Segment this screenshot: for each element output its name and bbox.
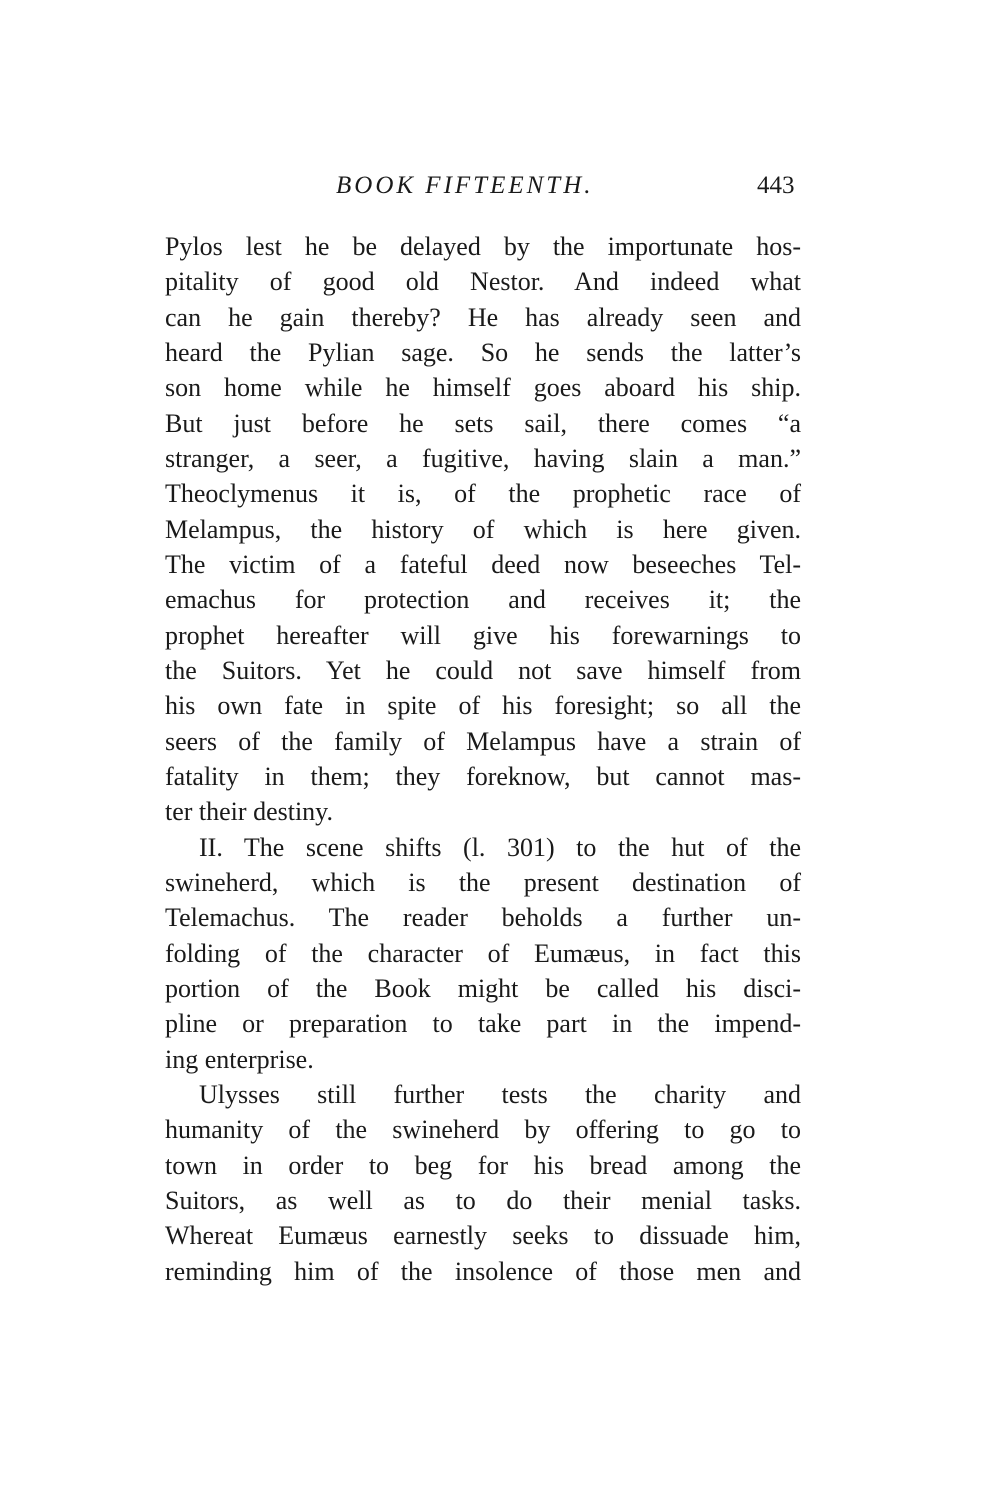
text-line: Telemachus. The reader beholds a further un- <box>165 903 801 933</box>
text-line: portion of the Book might be called his disci- <box>165 973 801 1003</box>
body-text <box>165 229 801 1289</box>
text-line: The victim of a fateful deed now beseeches Tel- <box>165 549 801 579</box>
text-line: Theoclymenus it is, of the prophetic race of <box>165 479 801 509</box>
text-line: Melampus, the history of which is here given. <box>165 514 801 544</box>
text-line: son home while he himself goes aboard his ship. <box>165 373 801 403</box>
text-line: Ulysses still further tests the charity and <box>199 1079 801 1109</box>
text-line: pitality of good old Nestor. And indeed what <box>165 267 801 297</box>
text-line: Whereat Eumæus earnestly seeks to dissuade him, <box>165 1221 801 1251</box>
text-line: fatality in them; they foreknow, but cannot mas- <box>165 761 801 791</box>
text-line: Suitors, as well as to do their menial tasks. <box>165 1185 801 1215</box>
text-line: the Suitors. Yet he could not save himself from <box>165 655 801 685</box>
text-line: town in order to beg for his bread among the <box>165 1150 801 1180</box>
text-line: pline or preparation to take part in the impend- <box>165 1009 801 1039</box>
text-line: seers of the family of Melampus have a strain of <box>165 726 801 756</box>
text-line: II. The scene shifts (l. 301) to the hut of the <box>199 832 801 862</box>
text-line: ter their destiny. <box>165 797 333 827</box>
text-line: heard the Pylian sage. So he sends the latter’s <box>165 337 801 367</box>
text-line: But just before he sets sail, there comes “a <box>165 408 801 438</box>
text-line: reminding him of the insolence of those men and <box>165 1256 801 1286</box>
text-line: folding of the character of Eumæus, in fact this <box>165 938 801 968</box>
text-line: his own fate in spite of his foresight; so all the <box>165 691 801 721</box>
text-line: prophet hereafter will give his forewarnings to <box>165 620 801 650</box>
text-line: humanity of the swineherd by offering to go to <box>165 1115 801 1145</box>
running-head: BOOK FIFTEENTH. <box>336 172 594 199</box>
text-line: can he gain thereby? He has already seen and <box>165 302 801 332</box>
page-number: 443 <box>757 172 795 199</box>
text-line: ing enterprise. <box>165 1044 314 1074</box>
text-line: swineherd, which is the present destination of <box>165 867 801 897</box>
text-line: stranger, a seer, a fugitive, having slain a man.” <box>165 443 801 473</box>
text-line: emachus for protection and receives it; the <box>165 585 801 615</box>
text-line: Pylos lest he be delayed by the importunate hos- <box>165 232 801 261</box>
